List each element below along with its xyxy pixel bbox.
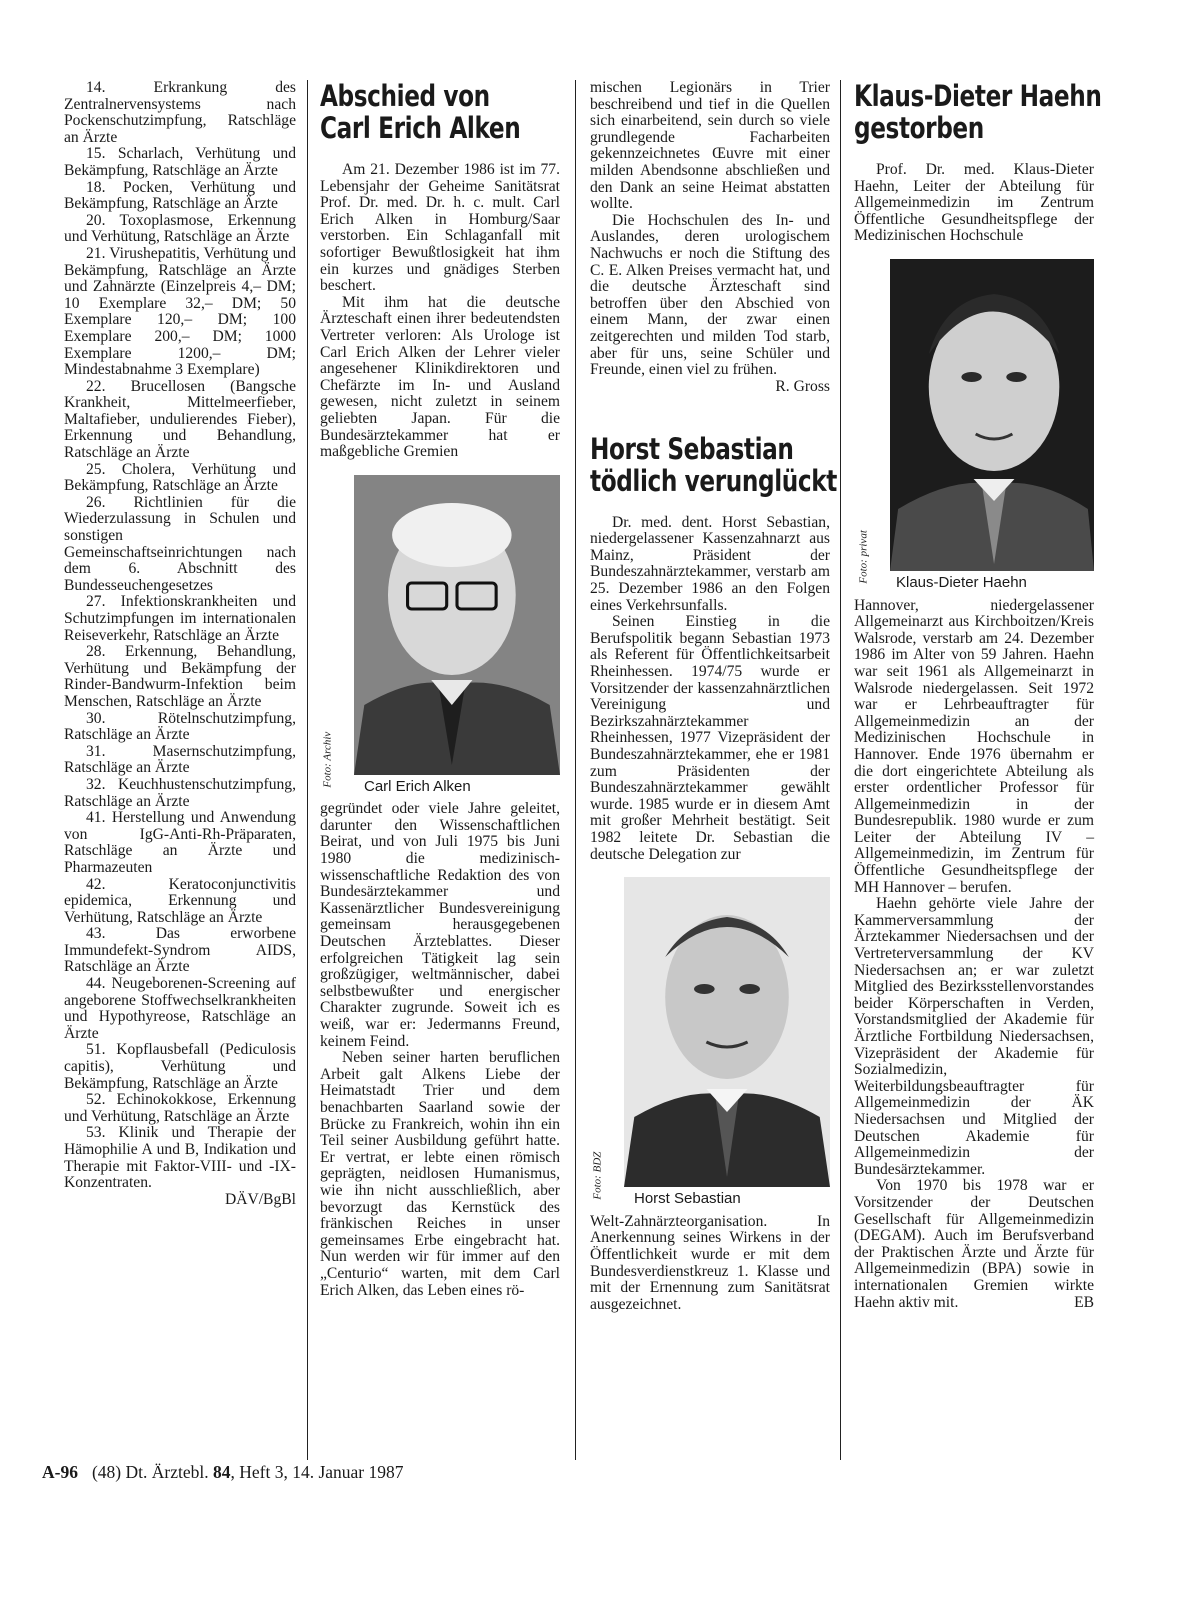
list-item: 21. Virushepatitis, Verhütung und Bekämpfung, Ratschläge an Ärzte und Zahnärzte (Einzelpreis 4,– DM; 10 Exemplare 32,– DM; 50 Exemplare 120,– DM; 100 Exemplare 200,– DM; 1000 Exemplare 1200,– DM; Mindestabnahme 3 Exemplare) [64,244,296,379]
column-rule [840,80,841,1460]
leaflet-list [64,80,296,1192]
list-item: 53. Klinik und Therapie der Hämophilie A und B, Indikation und Therapie mit Faktor-VIII- und -IX-Konzentraten. [64,1124,296,1192]
list-item: 43. Das erworbene Immundefekt-Syndrom AIDS, Ratschläge an Ärzte [64,925,296,976]
haehn-article [854,79,1102,1311]
haehn-photo-block [857,259,1094,592]
footer-volume: 84 [212,1462,231,1482]
list-item: 44. Neugeborenen-Screening auf angeborene Stoffwechselkrankheiten und Hypothyreose, Ratschläge an Ärzte [64,975,296,1042]
alken-headline: Abschied von Carl Erich Alken [320,79,521,145]
sebastian-article [590,431,837,1314]
page-number: A-96 [42,1462,78,1482]
list-item: 31. Masernschutzimpfung, Ratschläge an Ärzte [64,742,296,777]
alken-signature: R. Gross [775,377,830,395]
alken-portrait-photo [354,475,560,775]
footer-citation-prefix: (48) Dt. Ärztebl. [91,1462,213,1482]
alken-para-2b: gegründet oder viele Jahre geleitet, darunter den Wissenschaftlichen Beirat, und von Juli 1975 bis Juni 1980 die medizinisch-wissenschaftliche Redaktion des von Bundesärztekammer und Kassenärztlicher Bundesvereinigung gemeinsam herausgegebenen Deutschen Ärzteblattes. Dieser erfolgreichen Tätigkeit lag sein großzügiger, weltmännischer, dabei selbstbewußter und energischer Charakter zugrunde. Soweit ich es weiß, war er: Jedermanns Freund, keinem Feind. [320,800,560,1050]
sebastian-para-2a: Seinen Einstieg in die Berufspolitik begann Sebastian 1973 als Referent für Öffentlichkeitsarbeit Rheinhessen. 1974/75 wurde er Vorsitzender der kassenzahnärztlichen Vereinigung und Bezirkszahnärztekammer Rheinhessen, 1977 Vizepräsident der Bundeszahnärztekammer, ehe er 1981 zum Präsidenten der Bundeszahnärztekammer gewählt wurde. 1985 wurde er in diesem Amt mit großer Mehrheit bestätigt. Seit 1982 leitete Dr. Sebastian die deutsche Delegation zur [590,613,830,863]
alken-para-1: Am 21. Dezember 1986 ist im 77. Lebensjahr der Geheime Sanitätsrat Prof. Dr. med. Dr. h. c. mult. Carl Erich Alken in Homburg/Saar verstorben. Ein Schlaganfall mit sofortiger Bewußtlosigkeit hat ihm ein kurzes und gnädiges Sterben beschert. [320,161,560,295]
sebastian-para-2b: Welt-Zahnärzteorganisation. In Anerkennung seines Wirkens in der Öffentlichkeit wurde er mit dem Bundesverdienstkreuz 1. Klasse und mit der Ernennung zum Sanitätsrat ausgezeichnet. [590,1212,830,1313]
alken-para-2a: Mit ihm hat die deutsche Ärzteschaft einen ihrer bedeutendsten Vertreter verloren: Als Urologe ist Carl Erich Alken der Lehrer vieler angesehener Klinikdirektoren und Chefärzte im In- und Ausland gewesen, nicht zuletzt in seinem geliebten Japan. Für die Bundesärztekammer hat er maßgebliche Gremien [320,293,560,461]
sebastian-headline: Horst Sebastian tödlich verunglückt [590,431,837,498]
list-item: 18. Pocken, Verhütung und Bekämpfung, Ratschläge an Ärzte [64,178,296,213]
alken-photo-block [321,475,560,796]
haehn-headline: Klaus-Dieter Haehn gestorben [854,79,1102,145]
alken-photo-credit: Foto: Archiv [321,731,334,788]
haehn-photo-credit: Foto: privat [857,530,870,584]
list-item: 14. Erkrankung des Zentralnervensystems nach Pockenschutzimpfung, Ratschläge an Ärzte [64,79,296,146]
sebastian-photo-block [591,877,830,1208]
column-rule [575,80,576,1460]
list-item: 52. Echinokokkose, Erkennung und Verhütung, Ratschläge an Ärzte [64,1091,296,1125]
haehn-para-1a: Prof. Dr. med. Klaus-Dieter Haehn, Leiter der Abteilung für Allgemeinmedizin im Zentrum Öffentliche Gesundheitspflege der Medizinischen Hochschule [854,161,1094,245]
list-item: 27. Infektionskrankheiten und Schutzimpfungen im internationalen Reiseverkehr, Ratschläge an Ärzte [64,593,296,644]
list-item: 41. Herstellung und Anwendung von IgG-Anti-Rh-Präparaten, Ratschläge an Ärzte und Pharmazeuten [64,809,296,876]
list-item: 15. Scharlach, Verhütung und Bekämpfung, Ratschläge an Ärzte [64,145,296,179]
haehn-para-1b: Hannover, niedergelassener Allgemeinarzt aus Kirchboitzen/Kreis Walsrode, verstarb am 24. Dezember 1986 im Alter von 59 Jahren. Haehn war seit 1961 als Allgemeinarzt in Walsrode niedergelassen. Seit 1972 war er Lehrbeauftragter für Allgemeinmedizin an der Medizinischen Hochschule in Hannover. Ende 1976 übernahm er die dort eingerichtete Abteilung als erster ordentlicher Professor für Allgemeinmedizin in der Bundesrepublik. 1980 wurde er zum Leiter der Abteilung IV – Allgemeinmedizin, im Zentrum für Öffentliche Gesundheitspflege der MH Hannover – berufen. [854,596,1094,896]
list-item: 28. Erkennung, Behandlung, Verhütung und Bekämpfung der Rinder-Bandwurm-Infektion beim Menschen, Ratschläge an Ärzte [64,643,296,710]
sebastian-para-1: Dr. med. dent. Horst Sebastian, niedergelassener Kassenzahnarzt aus Mainz, Präsident der Bundeszahnärztekammer, verstarb am 25. Dezember 1986 an den Folgen eines Verkehrsunfalls. [590,513,830,614]
haehn-para-3: Von 1970 bis 1978 war er Vorsitzender der Deutschen Gesellschaft für Allgemeinmedizin (DEGAM). Auch im Berufsverband der Praktischen Ärzte und Ärzte für Allgemeinmedizin (BPA) sowie in internationalen Gremien wirkte Haehn aktiv mit. EB [854,1177,1094,1311]
list-item: 26. Richtlinien für die Wiederzulassung in Schulen und sonstigen Gemeinschaftseinrichtungen nach dem 6. Abschnitt des Bundesseuchengesetzes [64,493,296,594]
column-three [590,79,837,1313]
column-rule [307,80,308,1460]
sebastian-photo-caption: Horst Sebastian [634,1190,741,1208]
list-item: 51. Kopflausbefall (Pediculosis capitis), Verhütung und Bekämpfung, Ratschläge an Ärzte [64,1041,296,1092]
alken-para-3-cont: mischen Legionärs in Trier beschreibend und tief in die Quellen sich einarbeitend, sein durch so viele grundlegende Facharbeiten gekennzeichnetes Œuvre mit einer milden Abendsonne abschließen und den Dank an seine Heimat abstatten wollte. [590,79,830,213]
alken-para-4: Die Hochschulen des In- und Auslandes, deren urologischem Nachwuchs er noch die Stiftung des C. E. Alken Preises vermacht hat, und die deutsche Ärzteschaft sind betroffen über den Abschied von einem Mann, der zwar einen zeitgerechten und milden Tod starb, aber für uns, seine Schüler und Freunde, einen viel zu frühen. R. Gross [590,211,830,395]
haehn-signature: EB [1074,1293,1094,1311]
page-footer [42,1462,404,1483]
alken-article [320,80,560,1299]
list-item: 30. Rötelnschutzimpfung, Ratschläge an Ärzte [64,709,296,744]
list-item: 25. Cholera, Verhütung und Bekämpfung, Ratschläge an Ärzte [64,460,296,495]
footer-citation-suffix: , Heft 3, 14. Januar 1987 [230,1462,404,1482]
alken-para-3: Neben seiner harten beruflichen Arbeit galt Alkens Liebe der Heimatstadt Trier und dem benachbarten Saarland sowie der Brücke zu Frankreich, wohin ihn ein Teil seiner Ausbildung geführt hatte. Er vertrat, er lebte einen römisch geprägten, neidlosen Humanismus, wie ihn nicht ausschließlich, aber bevorzugt das Kernstück des fränkischen Reiches in unser gemeinsames Erbe eingebracht hat. Nun werden wir für immer auf den „Centurio“ warten, mit dem Carl Erich Alken, das Leben eines rö- [320,1049,560,1299]
sebastian-photo-credit: Foto: BDZ [591,1151,604,1200]
alken-photo-caption: Carl Erich Alken [364,777,471,795]
sebastian-portrait-photo [624,877,830,1187]
haehn-photo-caption: Klaus-Dieter Haehn [896,573,1027,591]
list-signature: DÄV/BgBl [224,1190,296,1208]
list-item: 20. Toxoplasmose, Erkennung und Verhütung, Ratschläge an Ärzte [64,211,296,246]
list-item: 22. Brucellosen (Bangsche Krankheit, Mittelmeerfieber, Maltafieber, undulierendes Fieber), Erkennung und Behandlung, Ratschläge an Ärzte [64,377,296,462]
haehn-portrait-photo [890,259,1094,571]
list-item: 42. Keratoconjunctivitis epidemica, Erkennung und Verhütung, Ratschläge an Ärzte [64,875,296,926]
leaflet-list-column [64,80,296,1208]
haehn-para-2: Haehn gehörte viele Jahre der Kammerversammlung der Ärztekammer Niedersachsen und der Vertreterversammlung der KV Niedersachsen an; er war zuletzt Mitglied des Bezirksstellenvorstandes beider Körperschaften in Verden, Vorstandsmitglied der Akademie für Ärztliche Fortbildung Niedersachsen, Vizepräsident der Akademie für Sozialmedizin, Weiterbildungsbeauftragter für Allgemeinmedizin der ÄK Niedersachsen und Mitglied der Deutschen Akademie für Allgemeinmedizin der Bundesärztekammer. [854,895,1094,1178]
list-item: 32. Keuchhustenschutzimpfung, Ratschläge an Ärzte [64,775,296,810]
